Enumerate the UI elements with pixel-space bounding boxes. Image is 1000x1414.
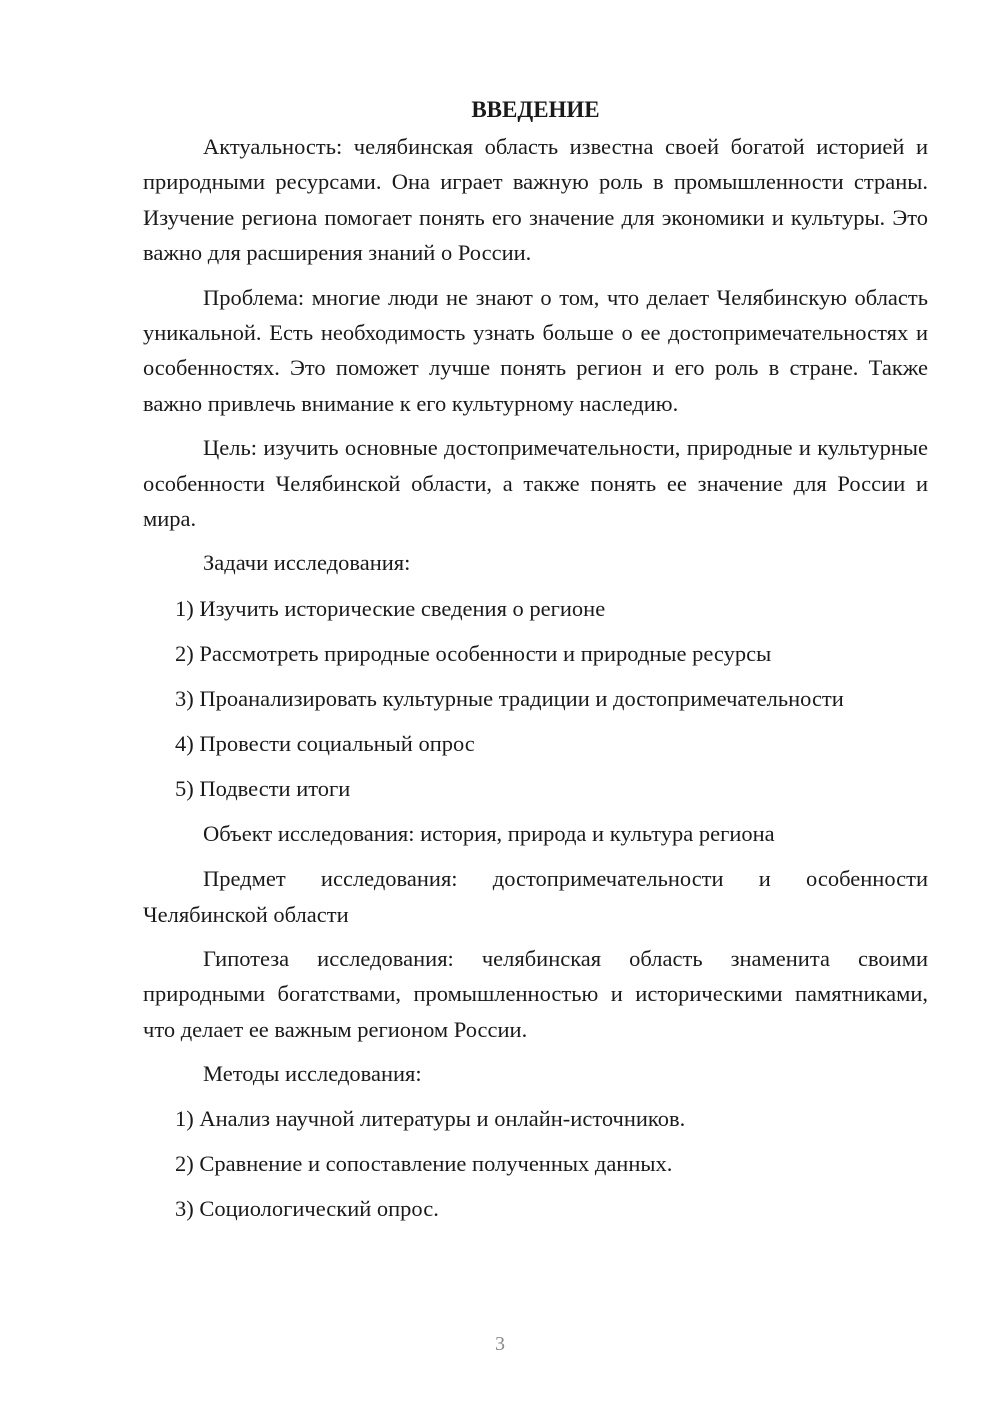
object-line: Объект исследования: история, природа и культура региона bbox=[203, 821, 775, 847]
relevance-paragraph: Актуальность: челябинская область известна своей богатой историей и природными ресурсами. Она играет важную роль в промышленности страны. Изучение региона помогает понять его значение для экономики и культуры. Это важно для расширения знаний о России. bbox=[143, 134, 928, 266]
page-title: ВВЕДЕНИЕ bbox=[471, 97, 600, 122]
subject-paragraph: Предмет исследования: достопримечательности и особенности Челябинской области bbox=[143, 866, 928, 927]
goal-paragraph: Цель: изучить основные достопримечательности, природные и культурные особенности Челябинской области, а также понять ее значение для России и мира. bbox=[143, 435, 928, 532]
hypothesis-paragraph: Гипотеза исследования: челябинская область знаменита своими природными богатствами, промышленностью и историческими памятниками, что делает ее важным регионом России. bbox=[143, 945, 928, 1042]
problem-paragraph: Проблема: многие люди не знают о том, что делает Челябинскую область уникальной. Есть необходимость узнать больше о ее достопримечательностях и особенностях. Это поможет лучше понять регион и его роль в стране. Также важно привлечь внимание к его культурному наследию. bbox=[143, 284, 928, 416]
task-item: 2) Рассмотреть природные особенности и природные ресурсы bbox=[175, 640, 772, 666]
page-number: 3 bbox=[495, 1333, 505, 1355]
tasks-heading: Задачи исследования: bbox=[203, 550, 411, 576]
task-item: 3) Проанализировать культурные традиции и достопримечательности bbox=[175, 685, 844, 711]
document-page bbox=[143, 92, 928, 1237]
methods-heading: Методы исследования: bbox=[203, 1061, 422, 1087]
task-item: 1) Изучить исторические сведения о регионе bbox=[175, 595, 606, 621]
task-item: 4) Провести социальный опрос bbox=[175, 730, 475, 756]
method-item: 2) Сравнение и сопоставление полученных данных. bbox=[175, 1151, 673, 1177]
task-item: 5) Подвести итоги bbox=[175, 775, 351, 801]
method-item: 1) Анализ научной литературы и онлайн-источников. bbox=[175, 1106, 686, 1132]
method-item: 3) Социологический опрос. bbox=[175, 1196, 439, 1222]
